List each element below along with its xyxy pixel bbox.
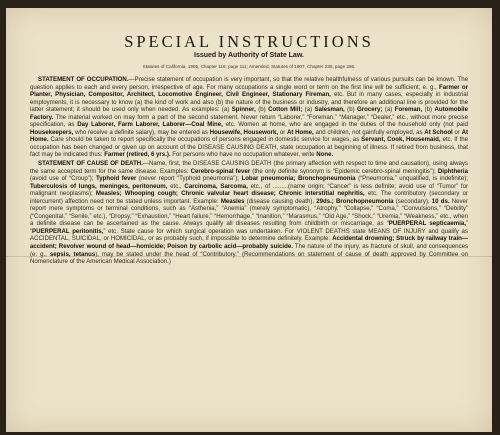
statute-citation: Statutes of California, 1905, Chapter 118, page 111; Amended, Statutes of 1907, Chapter 236, page 286. [142, 64, 356, 69]
document-page [6, 8, 492, 432]
cause-of-death-heading: STATEMENT OF CAUSE OF DEATH. [38, 160, 143, 168]
document-title: SPECIAL INSTRUCTIONS [124, 32, 374, 51]
occupation-paragraph: STATEMENT OF OCCUPATION.—Precise statement of occupation is very important, so that the relative healthfulness of various pursuits can be known. The question applies to each and every person, irrespective of age. For many occupations a single word or term on the first line will be sufficient; e. g., Farmer or Planter, Physician, Compositor, Architect, Locomotive Engineer, Civil Engineer, Stationary Fireman, etc. But in many cases, especially in industrial employments, it is necessary to know (a) the kind of work and also (b) the nature of the business or industry, and therefore an additional line is provided for the latter statement; it should be used only when needed. As examples: (a) Spinner, (b) Cotton Mill; (a) Salesman, (b) Grocery; (a) Foreman, (b) Automobile Factory. The material worked on may form a part of the second statement. Never return “Laborer,” “Foreman,” “Manager,” “Dealer,” etc., without more precise specification, as Day Laborer, Farm Laborer, Laborer—Coal Mine, etc. Women at home, who are engaged in the duties of the household only (not paid Housekeepers, who receive a definite salary), may be entered as Housewife, Housework, or At Home, and children, not gainfully employed, as At School or At Home. Care should be taken to report specifically the occupations of persons engaged in domestic service for wages, as Servant, Cook, Housemaid, etc. If the occupation has been changed or given up on account of the DISEASE CAUSING DEATH, state occupation at beginning of illness. If retired from business, that fact may be indicated thus: Farmer (retired, 6 yrs.). For persons who have no occupation whatever, write None. [30, 76, 469, 159]
document-subtitle: Issued by Authority of State Law. [194, 52, 304, 59]
instructions-body [30, 76, 468, 267]
cause-of-death-paragraph: STATEMENT OF CAUSE OF DEATH.—Name, first, the DISEASE CAUSING DEATH (the primary affection with respect to time and causation), using always the same accepted term for the same disease. Examples: Cerebro-spinal fever (the only definite synonym is “Epidemic cerebro-spinal meningitis”); Diphtheria (avoid use of “Croup”); Typhoid fever (never report “Typhoid pneumonia”); Lobar pneumonia; Bronchopneumonia (“Pneumonia,” unqualified, is indefinite); Tuberculosis of lungs, meninges, peritoneum, etc., Carcinoma, Sarcoma, etc., of .........(name origin; “Cancer” is less definite; avoid use of “Tumor” for malignant neoplasms); Measles; Whooping cough; Chronic valvular heart disease; Chronic interstitial nephritis, etc. The contributory (secondary or intercurrent) affection need not be stated unless important. Example: Measles (disease causing death), 29ds.; Bronchopneumonia (secondary), 10 ds. Never report mere symptoms or terminal conditions, such as “Asthenia,” “Anemia” (merely symptomatic), “Atrophy,” “Collapse,” “Coma,” “Convulsions,” “Debility” (“Congenital,” “Senile,” etc.), “Dropsy,” “Exhaustion,” “Heart failure,” “Hemorrhage,” “Inanition,” “Marasmus,” “Old Age,” “Shock,” “Uremia,” “Weakness,” etc., when a definite disease can be ascertained as the cause. Always qualify all diseases resulting from childbirth or miscarriage, as “PUERPERAL septicaemia,” “PUERPERAL peritonitis,” etc. State cause for which surgical operation was undertaken. For VIOLENT DEATHS state MEANS OF INJURY and qualify as ACCIDENTAL, SUICIDAL, or HOMICIDAL, or as probably such, if impossible to determine definitely. Example: Accidental drowning; Struck by railway train—accident; Revolver wound of head—homicide; Poison by carbolic acid—probably suicide. The nature of the injury, as fracture of skull, and consequences (e. g., sepsis, tetanus), may be stated under the head of “Contributory.” (Recommendations on statement of cause of death approved by Committee on Nomenclature of the American Medical Association.) [30, 160, 469, 266]
occupation-heading: STATEMENT OF OCCUPATION. [38, 76, 129, 83]
